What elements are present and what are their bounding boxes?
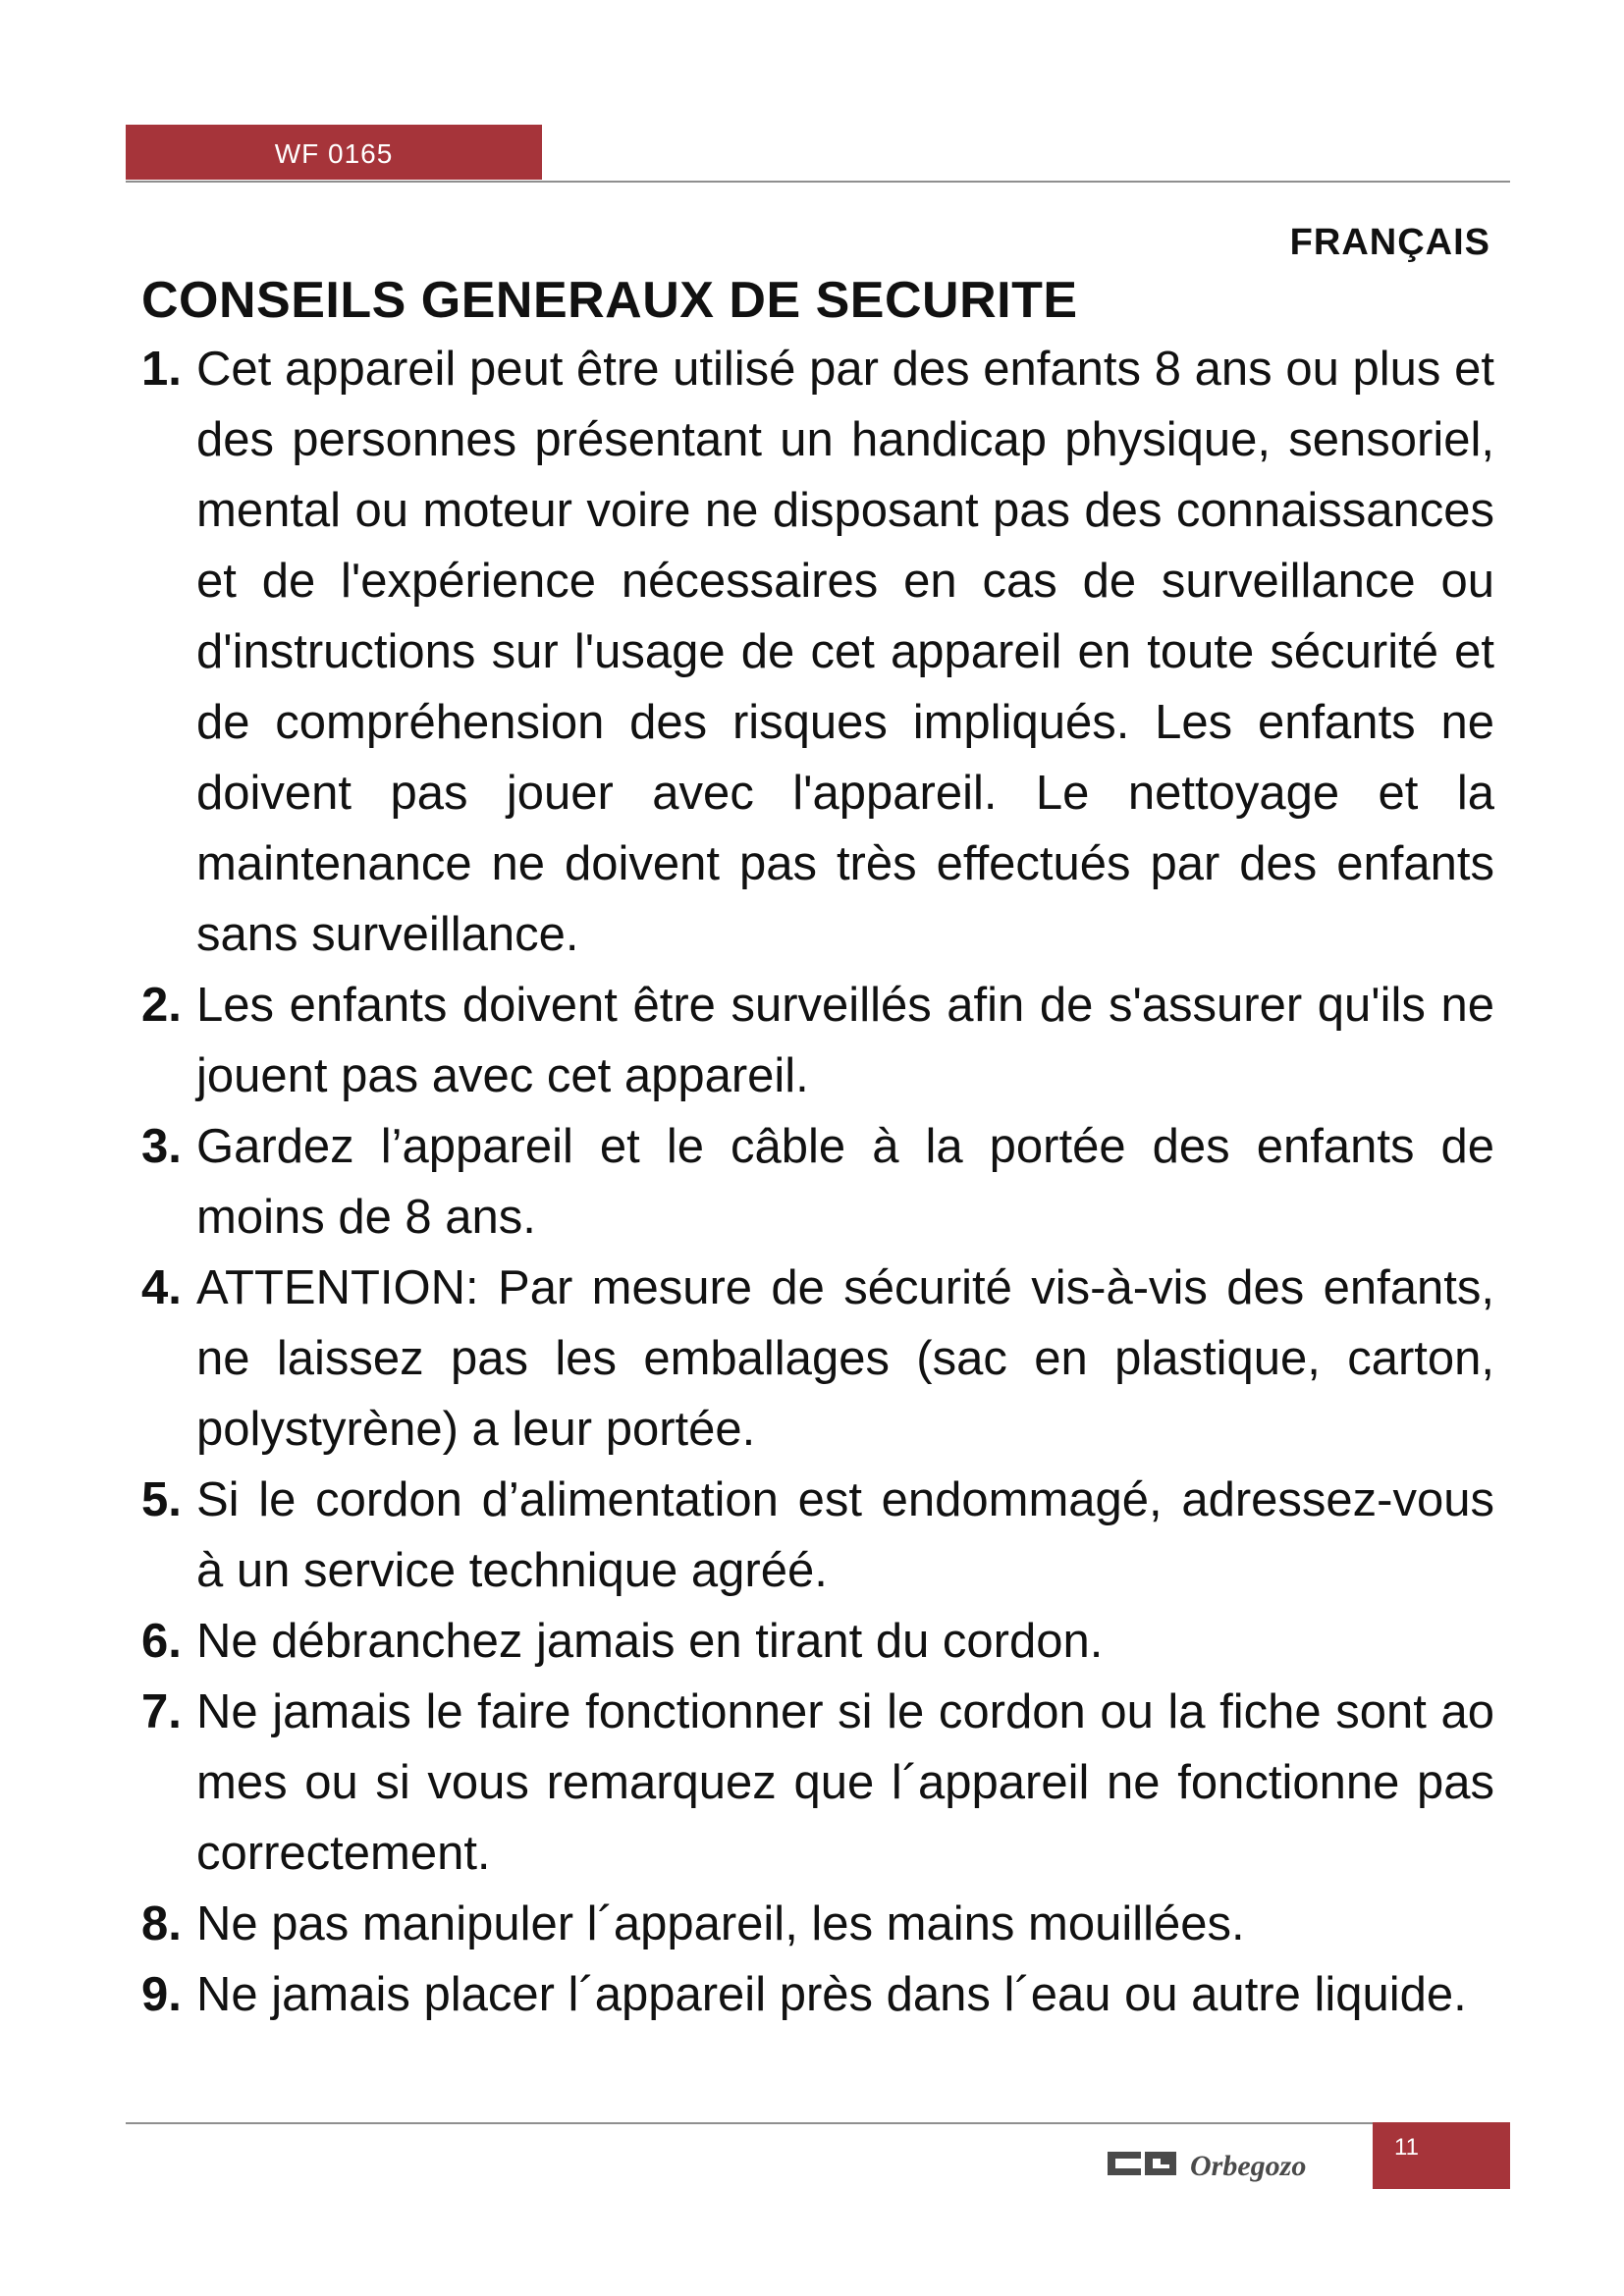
item-text: Cet appareil peut être utilisé par des enfants 8 ans ou plus et des personnes présentant un handicap physique, sensoriel, mental ou moteur voire ne disposant pas des connaissances et de l'expérience nécessaires en cas de surveillance ou d'instructions sur l'usage de cet appareil en toute sécurité et de compréhension des risques impliqués. Les enfants ne doivent pas jouer avec l'appareil. Le nettoyage et la maintenance ne doivent pas très effectués par des enfants sans surveillance. — [196, 343, 1494, 961]
page-title: CONSEILS GENERAUX DE SECURITE — [141, 272, 1078, 329]
item-text: ATTENTION: Par mesure de sécurité vis-à-vis des enfants, ne laissez pas les emballages (sac en plastique, carton, polystyrène) a leur portée. — [196, 1261, 1494, 1456]
item-text: Ne pas manipuler l´appareil, les mains mouillées. — [196, 1897, 1245, 1950]
item-text: Ne jamais le faire fonctionner si le cordon ou la fiche sont ao mes ou si vous remarquez que l´appareil ne fonctionne pas correctement. — [196, 1685, 1494, 1880]
list-item — [141, 1111, 1494, 1253]
brand-name: Orbegozo — [1190, 2150, 1307, 2182]
item-number: 6. — [141, 1615, 182, 1668]
list-item — [141, 970, 1494, 1111]
logo-mark-c — [1108, 2152, 1141, 2175]
item-number: 7. — [141, 1685, 182, 1738]
item-number: 9. — [141, 1968, 182, 2021]
item-text: Les enfants doivent être surveillés afin de s'assurer qu'ils ne jouent pas avec cet appareil. — [196, 979, 1494, 1102]
list-item — [141, 1465, 1494, 1606]
item-number: 4. — [141, 1261, 182, 1314]
list-item — [141, 1606, 1494, 1677]
item-text: Si le cordon d’alimentation est endommagé, adressez-vous à un service technique agréé. — [196, 1473, 1494, 1597]
safety-list — [141, 334, 1494, 2030]
model-label: WF 0165 — [274, 138, 394, 169]
item-text: Ne débranchez jamais en tirant du cordon. — [196, 1615, 1104, 1668]
page-number-tab — [1373, 2122, 1510, 2189]
item-number: 2. — [141, 979, 182, 1032]
header-divider — [126, 181, 1510, 183]
brand-logo — [1106, 2138, 1359, 2189]
item-text: Ne jamais placer l´appareil près dans l´eau ou autre liquide. — [196, 1968, 1467, 2021]
footer-divider — [126, 2122, 1510, 2124]
list-item — [141, 1677, 1494, 1889]
language-label: FRANÇAIS — [1289, 222, 1490, 263]
item-number: 3. — [141, 1120, 182, 1173]
item-text: Gardez l’appareil et le câble à la portée des enfants de moins de 8 ans. — [196, 1120, 1494, 1244]
page-number: 11 — [1394, 2134, 1419, 2161]
item-number: 1. — [141, 343, 182, 396]
item-number: 5. — [141, 1473, 182, 1526]
list-item — [141, 1889, 1494, 1959]
item-number: 8. — [141, 1897, 182, 1950]
logo-mark-g — [1145, 2152, 1176, 2175]
list-item — [141, 1253, 1494, 1465]
header-model-tab — [126, 125, 542, 180]
list-item — [141, 334, 1494, 970]
list-item — [141, 1959, 1494, 2030]
